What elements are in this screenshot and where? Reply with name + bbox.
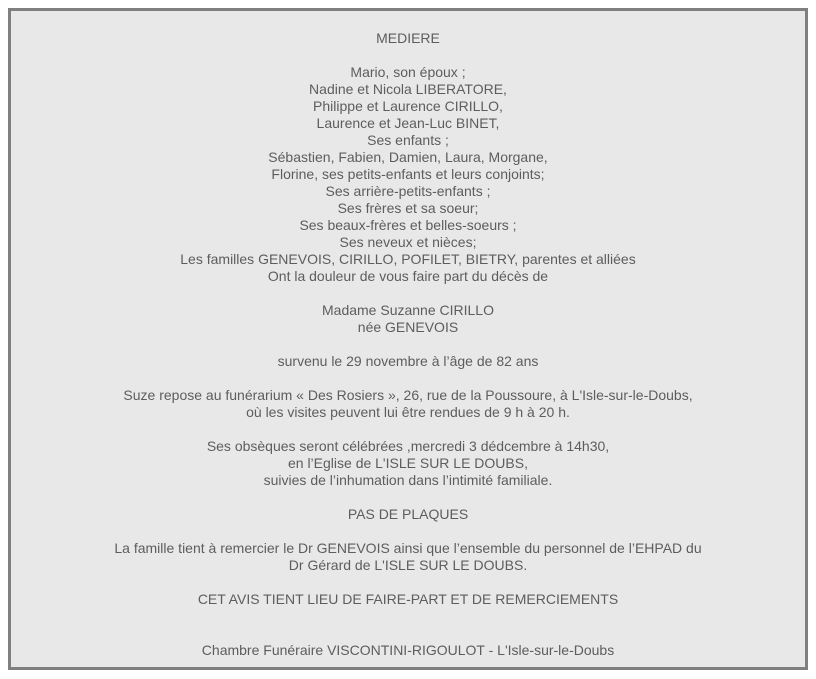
family-line: Les familles GENEVOIS, CIRILLO, POFILET, BIETRY, parentes et alliées xyxy=(180,251,636,267)
family-line: Ses enfants ; xyxy=(367,132,449,148)
notice-statement: CET AVIS TIENT LIEU DE FAIRE-PART ET DE REMERCIEMENTS xyxy=(197,591,619,607)
ceremony-line: en l’Eglise de L'ISLE SUR LE DOUBS, xyxy=(287,455,528,471)
family-line: Ses beaux-frères et belles-soeurs ; xyxy=(299,217,517,233)
family-line: Sébastien, Fabien, Damien, Laura, Morgane, xyxy=(268,149,548,165)
thanks-line: Dr Gérard de L'ISLE SUR LE DOUBS. xyxy=(288,557,528,573)
surname-heading: MEDIERE xyxy=(376,30,440,46)
spacer xyxy=(11,608,805,642)
deceased-maiden-name: née GENEVOIS xyxy=(357,319,459,335)
family-line: Ses neveux et nièces; xyxy=(339,234,477,250)
family-line: Florine, ses petits-enfants et leurs conjoints; xyxy=(271,166,545,182)
deceased-name: Madame Suzanne CIRILLO xyxy=(322,302,494,318)
obituary-notice xyxy=(8,8,808,670)
obituary-content xyxy=(11,11,805,659)
ceremony-line: suivies de l’inhumation dans l’intimité familiale. xyxy=(263,472,553,488)
spacer xyxy=(11,370,805,387)
funeral-home-line: où les visites peuvent lui être rendues de 9 h à 20 h. xyxy=(246,404,570,420)
funeral-director: Chambre Funéraire VISCONTINI-RIGOULOT - L'Isle-sur-le-Doubs xyxy=(201,642,615,658)
family-line: Ses frères et sa soeur; xyxy=(337,200,479,216)
spacer xyxy=(11,523,805,540)
thanks-line: La famille tient à remercier le Dr GENEVOIS ainsi que l’ensemble du personnel de l’EHPAD du xyxy=(114,540,702,556)
spacer xyxy=(11,421,805,438)
family-line: Philippe et Laurence CIRILLO, xyxy=(313,98,503,114)
spacer xyxy=(11,336,805,353)
family-line: Laurence et Jean-Luc BINET, xyxy=(316,115,500,131)
family-line: Ont la douleur de vous faire part du décès de xyxy=(267,268,549,284)
family-line: Mario, son époux ; xyxy=(350,64,466,80)
no-plaques-notice: PAS DE PLAQUES xyxy=(347,506,469,522)
spacer xyxy=(11,489,805,506)
spacer xyxy=(11,574,805,591)
family-line: Ses arrière-petits-enfants ; xyxy=(325,183,491,199)
spacer xyxy=(11,285,805,302)
spacer xyxy=(11,47,805,64)
death-date-text: survenu le 29 novembre à l’âge de 82 ans xyxy=(277,353,539,369)
family-line: Nadine et Nicola LIBERATORE, xyxy=(309,81,507,97)
funeral-home-line: Suze repose au funérarium « Des Rosiers », 26, rue de la Poussoure, à L'Isle-sur-le-Doubs, xyxy=(123,387,693,403)
ceremony-line: Ses obsèques seront célébrées ,mercredi 3 dédcembre à 14h30, xyxy=(206,438,610,454)
